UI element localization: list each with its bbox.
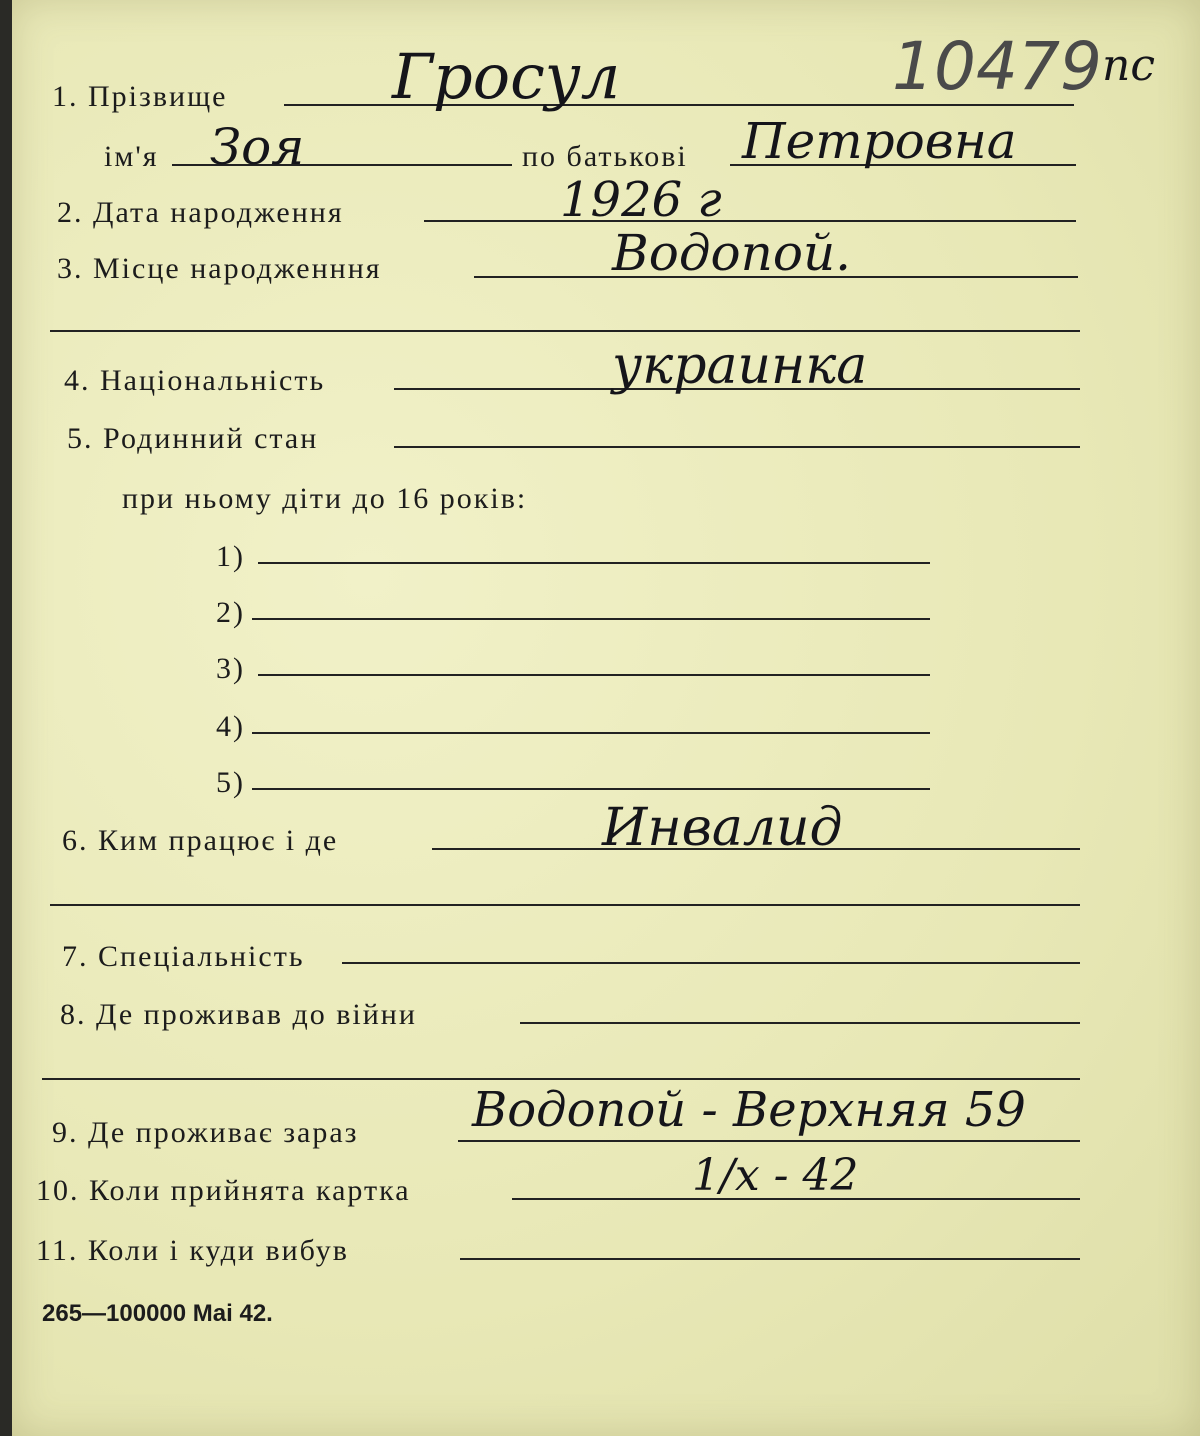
extra-line-1: [50, 330, 1080, 332]
child-4-label: 4): [216, 710, 245, 743]
family-status-label: 5. Родинний стан: [67, 422, 319, 455]
work-label: 6. Ким працює і де: [62, 824, 339, 857]
card-accepted-label: 10. Коли прийнята картка: [36, 1174, 411, 1207]
child-3-label: 3): [216, 652, 245, 685]
child-5-line: [252, 788, 930, 790]
child-2-line: [252, 618, 930, 620]
surname-value: Гросул: [392, 40, 621, 113]
child-3-line: [258, 674, 930, 676]
extra-line-3: [42, 1078, 1080, 1080]
child-1-line: [258, 562, 930, 564]
current-residence-value: Водопой - Верхняя 59: [472, 1082, 1026, 1138]
departure-line: [460, 1258, 1080, 1260]
child-4-line: [252, 732, 930, 734]
first-name-label: ім'я: [104, 140, 159, 173]
patronymic-value: Петровна: [742, 112, 1017, 170]
current-residence-label: 9. Де проживає зараз: [52, 1116, 359, 1149]
print-mark: 265—100000 Mai 42.: [42, 1300, 273, 1327]
first-name-value: Зоя: [210, 118, 305, 176]
children-label: при ньому діти до 16 років:: [122, 482, 528, 515]
extra-line-2: [50, 904, 1080, 906]
specialty-label: 7. Спеціальність: [62, 940, 305, 973]
patronymic-label: по батькові: [522, 140, 688, 173]
card-accepted-value: 1/x - 42: [692, 1150, 859, 1201]
child-2-label: 2): [216, 596, 245, 629]
birth-place-value: Водопой.: [612, 224, 852, 282]
birth-date-line: [424, 220, 1076, 222]
nationality-value: украинка: [612, 336, 868, 396]
prewar-residence-label: 8. Де проживав до війни: [60, 998, 417, 1031]
departure-label: 11. Коли і куди вибув: [36, 1234, 349, 1267]
surname-label: 1. Прізвище: [52, 80, 228, 113]
child-5-label: 5): [216, 766, 245, 799]
registration-card: [12, 0, 1200, 1436]
corner-mark: пс: [1102, 40, 1155, 91]
family-status-line: [394, 446, 1080, 448]
birth-date-label: 2. Дата народження: [57, 196, 344, 229]
specialty-line: [342, 962, 1080, 964]
nationality-label: 4. Національність: [64, 364, 326, 397]
birth-place-label: 3. Місце народженння: [57, 252, 382, 285]
current-residence-line: [458, 1140, 1080, 1142]
birth-date-value: 1926 г: [560, 172, 722, 228]
card-number: 10479: [892, 28, 1102, 105]
work-value: Инвалид: [602, 798, 843, 858]
child-1-label: 1): [216, 540, 245, 573]
prewar-residence-line: [520, 1022, 1080, 1024]
